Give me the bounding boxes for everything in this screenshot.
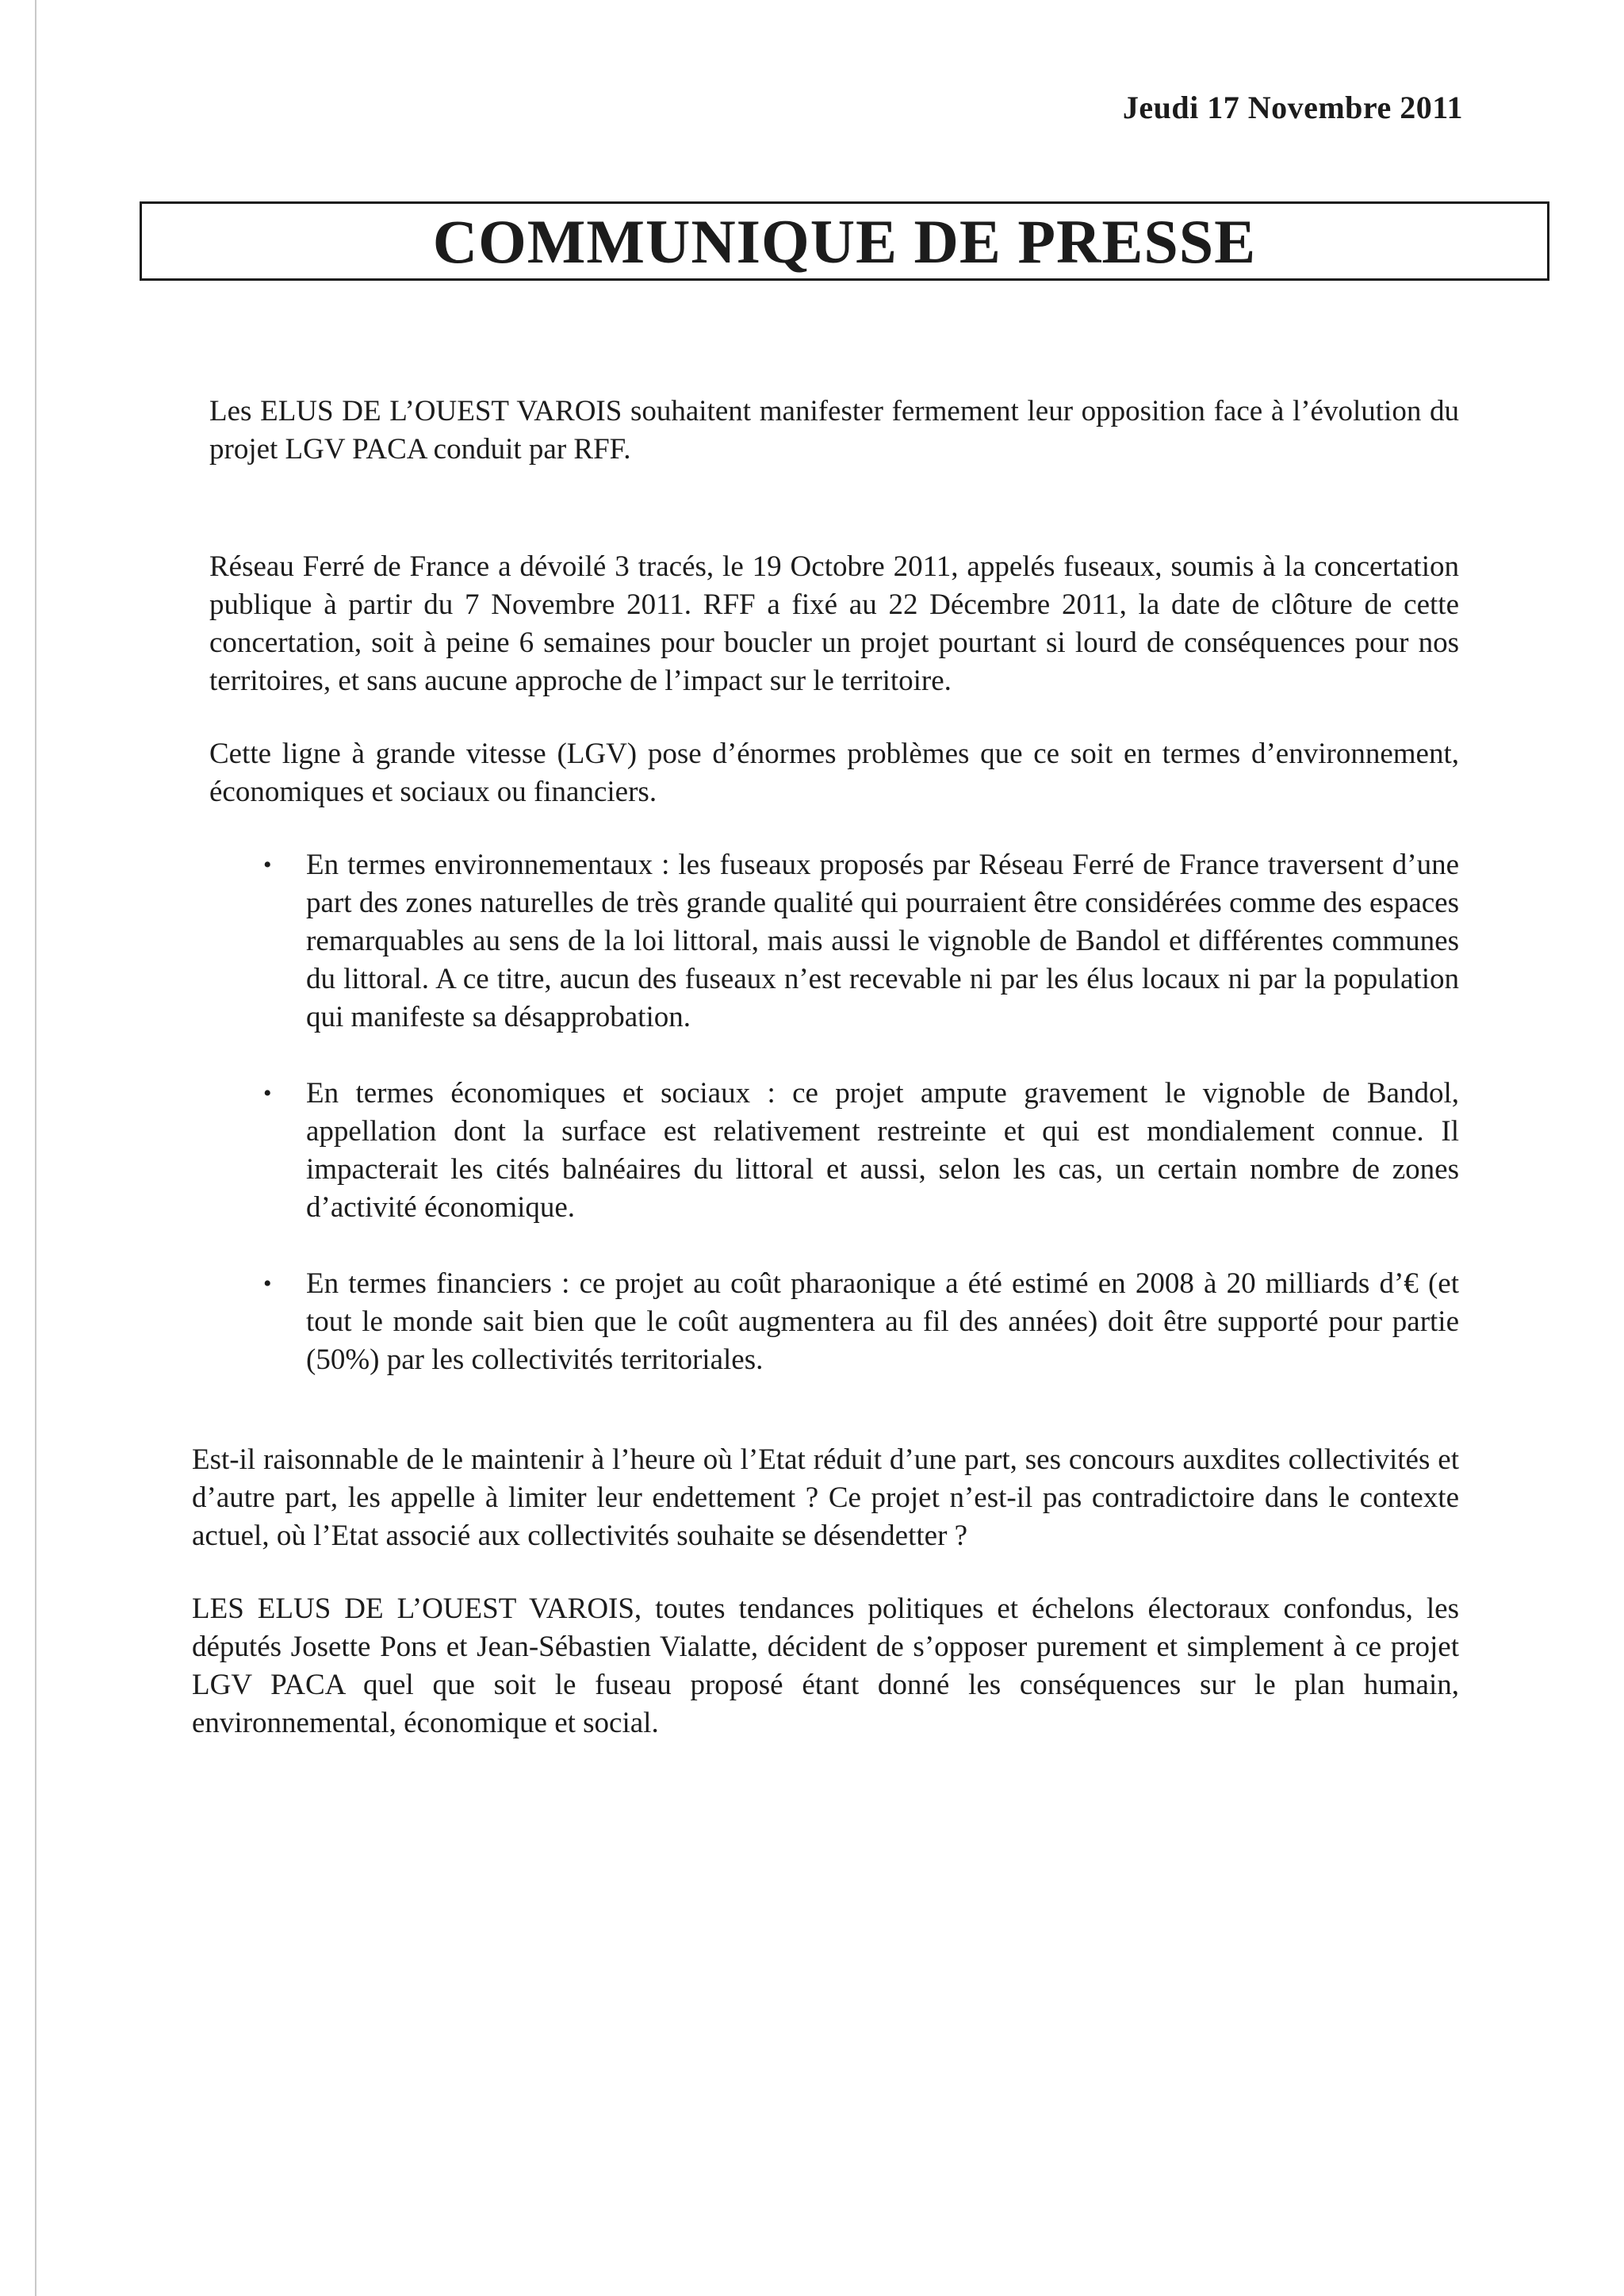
document-title: COMMUNIQUE DE PRESSE xyxy=(432,207,1257,276)
problems-paragraph: Cette ligne à grande vitesse (LGV) pose d’énormes problèmes que ce soit en termes d’environnement, économiques et sociaux ou financiers. xyxy=(209,738,1459,808)
bullet-icon: • xyxy=(263,1080,272,1106)
conclusion-paragraph: LES ELUS DE L’OUEST VAROIS, toutes tendances politiques et échelons électoraux confondus, les députés Josette Pons et Jean-Sébastien Vialatte, décident de s’opposer purement et simplement à ce projet LGV PACA quel que soit le fuseau proposé étant donné les conséquences sur le plan humain, environnemental, économique et social. xyxy=(192,1593,1459,1739)
bullet-item-finances xyxy=(209,1265,1459,1379)
bullet-icon: • xyxy=(263,1271,272,1297)
bullet-text: En termes environnementaux : les fuseaux proposés par Réseau Ferré de France traversent d’une part des zones naturelles de très grande qualité qui pourraient être considérées comme des espaces remarquables au sens de la loi littoral, mais aussi le vignoble de Bandol et différentes communes du littoral. A ce titre, aucun des fuseaux n’est recevable ni par les élus locaux ni par la population qui manifeste sa désapprobation. xyxy=(306,849,1459,1033)
scan-edge-line xyxy=(35,0,36,2296)
intro-paragraph: Les ELUS DE L’OUEST VAROIS souhaitent manifester fermement leur opposition face à l’évolution du projet LGV PACA conduit par RFF. xyxy=(209,395,1459,466)
document-body xyxy=(192,393,1459,1742)
bullet-list xyxy=(209,846,1459,1379)
bullet-item-environnement xyxy=(209,846,1459,1037)
bullet-text: En termes financiers : ce projet au coût pharaonique a été estimé en 2008 à 20 milliards d’€ (et tout le monde sait bien que le coût augmentera au fil des années) doit être supporté pour partie (50%) par les collectivités territoriales. xyxy=(306,1267,1459,1376)
bullet-item-economie xyxy=(209,1075,1459,1227)
traces-paragraph: Réseau Ferré de France a dévoilé 3 tracés, le 19 Octobre 2011, appelés fuseaux, soumis à la concertation publique à partir du 7 Novembre 2011. RFF a fixé au 22 Décembre 2011, la date de clôture de cette concertation, soit à peine 6 semaines pour boucler un projet pourtant si lourd de conséquences pour nos territoires, et sans aucune approche de l’impact sur le territoire. xyxy=(209,550,1459,697)
bullet-icon: • xyxy=(263,852,272,878)
bullet-text: En termes économiques et sociaux : ce projet ampute gravement le vignoble de Bandol, appellation dont la surface est relativement restreinte et qui est mondialement connue. Il impacterait les cités balnéaires du littoral et aussi, selon les cas, un certain nombre de zones d’activité économique. xyxy=(306,1077,1459,1224)
title-box xyxy=(140,201,1549,281)
document-date: Jeudi 17 Novembre 2011 xyxy=(1122,90,1463,125)
question-paragraph: Est-il raisonnable de le maintenir à l’heure où l’Etat réduit d’une part, ses concours auxdites collectivités et d’autre part, les appelle à limiter leur endettement ? Ce projet n’est-il pas contradictoire dans le contexte actuel, où l’Etat associé aux collectivités souhaite se désendetter ? xyxy=(192,1443,1459,1552)
